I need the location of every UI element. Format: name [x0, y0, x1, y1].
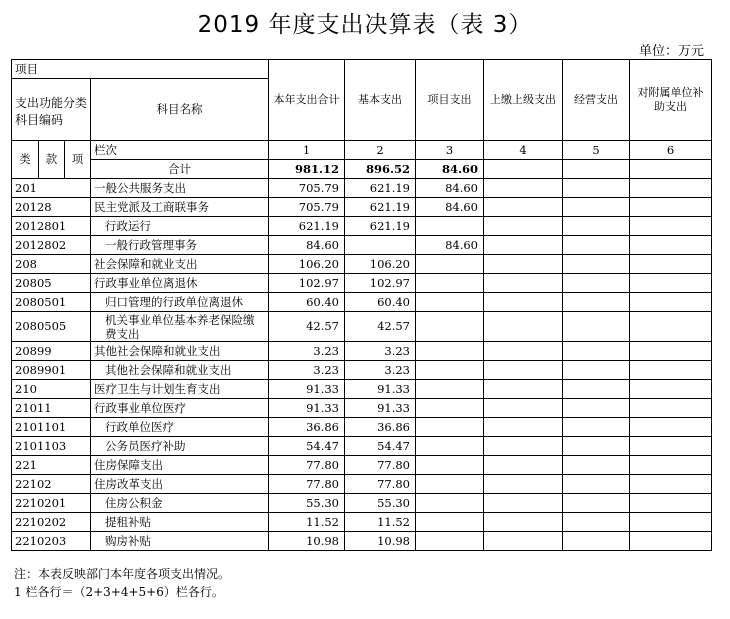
- header-lanci: 栏次: [91, 141, 269, 160]
- row-basic: 106.20: [345, 255, 416, 274]
- table-row: [12, 236, 712, 255]
- unit-label: 单位：万元: [638, 44, 704, 59]
- row-operating: [563, 437, 630, 456]
- table-row: [12, 456, 712, 475]
- row-subject-name: 住房保障支出: [91, 456, 269, 475]
- row-operating: [563, 312, 630, 342]
- row-total: 42.57: [269, 312, 345, 342]
- row-subsidiary: [630, 342, 712, 361]
- row-code: 2210203: [12, 532, 91, 551]
- row-operating: [563, 532, 630, 551]
- row-subsidiary: [630, 475, 712, 494]
- row-basic: 54.47: [345, 437, 416, 456]
- row-project: [416, 380, 484, 399]
- table-row: [12, 475, 712, 494]
- row-subsidiary: [630, 532, 712, 551]
- notes: [14, 565, 230, 601]
- row-project: [416, 418, 484, 437]
- row-upper: [484, 418, 563, 437]
- row-operating: [563, 475, 630, 494]
- row-total: 10.98: [269, 532, 345, 551]
- row-total: 91.33: [269, 380, 345, 399]
- header-kuan: 款: [39, 141, 65, 179]
- row-total: 91.33: [269, 399, 345, 418]
- row-upper: [484, 399, 563, 418]
- row-code: 2210201: [12, 494, 91, 513]
- table-row: [12, 198, 712, 217]
- row-basic: 3.23: [345, 361, 416, 380]
- row-operating: [563, 293, 630, 312]
- row-project: [416, 437, 484, 456]
- col-number: 5: [563, 141, 630, 160]
- col-header-operating: 经营支出: [563, 60, 630, 141]
- row-basic: 77.80: [345, 475, 416, 494]
- note-line: 1 栏各行＝（2+3+4+5+6）栏各行。: [14, 585, 224, 599]
- table-row: [12, 513, 712, 532]
- row-operating: [563, 456, 630, 475]
- row-code: 20128: [12, 198, 91, 217]
- row-project: 84.60: [416, 236, 484, 255]
- row-subject-name: 住房改革支出: [91, 475, 269, 494]
- row-code: 201: [12, 179, 91, 198]
- row-code: 2012801: [12, 217, 91, 236]
- table-row: [12, 274, 712, 293]
- row-basic: 621.19: [345, 179, 416, 198]
- table-row: [12, 399, 712, 418]
- row-subsidiary: [630, 513, 712, 532]
- row-project: [416, 399, 484, 418]
- row-project: 84.60: [416, 198, 484, 217]
- row-subject-name: 归口管理的行政单位离退休: [91, 293, 269, 312]
- row-subject-name: 行政单位医疗: [91, 418, 269, 437]
- row-subject-name: 行政事业单位离退休: [91, 274, 269, 293]
- row-total: 36.86: [269, 418, 345, 437]
- total-sum: 981.12: [269, 160, 345, 179]
- row-operating: [563, 513, 630, 532]
- row-upper: [484, 475, 563, 494]
- row-basic: [345, 236, 416, 255]
- header-subject-name: 科目名称: [91, 79, 269, 141]
- row-subject-name: 其他社会保障和就业支出: [91, 342, 269, 361]
- row-subsidiary: [630, 456, 712, 475]
- row-subsidiary: [630, 399, 712, 418]
- row-basic: 621.19: [345, 198, 416, 217]
- row-upper: [484, 494, 563, 513]
- table-row: [12, 255, 712, 274]
- row-subsidiary: [630, 198, 712, 217]
- row-subject-name: 一般公共服务支出: [91, 179, 269, 198]
- total-subsidiary: [630, 160, 712, 179]
- row-subject-name: 行政事业单位医疗: [91, 399, 269, 418]
- row-total: 705.79: [269, 179, 345, 198]
- row-subject-name: 社会保障和就业支出: [91, 255, 269, 274]
- table-row: [12, 437, 712, 456]
- row-subject-name: 提租补贴: [91, 513, 269, 532]
- row-project: 84.60: [416, 179, 484, 198]
- row-total: 3.23: [269, 361, 345, 380]
- table-row: [12, 418, 712, 437]
- row-subsidiary: [630, 361, 712, 380]
- col-number: 4: [484, 141, 563, 160]
- row-total: 60.40: [269, 293, 345, 312]
- row-basic: 91.33: [345, 380, 416, 399]
- total-project: 84.60: [416, 160, 484, 179]
- row-upper: [484, 198, 563, 217]
- row-subject-name: 行政运行: [91, 217, 269, 236]
- row-project: [416, 456, 484, 475]
- row-basic: 36.86: [345, 418, 416, 437]
- table-row: [12, 293, 712, 312]
- page-title: 2019 年度支出决算表（表 3）: [197, 12, 533, 38]
- row-code: 2101101: [12, 418, 91, 437]
- row-basic: 42.57: [345, 312, 416, 342]
- row-code: 2080505: [12, 312, 91, 342]
- row-upper: [484, 342, 563, 361]
- row-operating: [563, 361, 630, 380]
- row-upper: [484, 179, 563, 198]
- row-upper: [484, 312, 563, 342]
- total-basic: 896.52: [345, 160, 416, 179]
- row-upper: [484, 361, 563, 380]
- row-operating: [563, 255, 630, 274]
- row-operating: [563, 198, 630, 217]
- col-header-upper: 上缴上级支出: [484, 60, 563, 141]
- row-project: [416, 532, 484, 551]
- row-code: 2012802: [12, 236, 91, 255]
- row-basic: 621.19: [345, 217, 416, 236]
- row-basic: 3.23: [345, 342, 416, 361]
- row-code: 2089901: [12, 361, 91, 380]
- row-basic: 10.98: [345, 532, 416, 551]
- row-upper: [484, 513, 563, 532]
- row-total: 705.79: [269, 198, 345, 217]
- table-row: [12, 217, 712, 236]
- row-code: 2080501: [12, 293, 91, 312]
- table-row: [12, 532, 712, 551]
- row-upper: [484, 380, 563, 399]
- row-total: 106.20: [269, 255, 345, 274]
- row-code: 20805: [12, 274, 91, 293]
- col-header-project: 项目支出: [416, 60, 484, 141]
- row-subject-name: 民主党派及工商联事务: [91, 198, 269, 217]
- row-subject-name: 公务员医疗补助: [91, 437, 269, 456]
- row-operating: [563, 179, 630, 198]
- row-subject-name: 医疗卫生与计划生育支出: [91, 380, 269, 399]
- row-code: 208: [12, 255, 91, 274]
- row-code: 20899: [12, 342, 91, 361]
- table-row: [12, 179, 712, 198]
- row-upper: [484, 532, 563, 551]
- table-row: [12, 342, 712, 361]
- row-upper: [484, 255, 563, 274]
- row-project: [416, 312, 484, 342]
- row-upper: [484, 217, 563, 236]
- row-subsidiary: [630, 255, 712, 274]
- header-project: 项目: [12, 60, 269, 79]
- row-project: [416, 342, 484, 361]
- expenditure-table: [11, 59, 712, 551]
- row-subsidiary: [630, 293, 712, 312]
- row-project: [416, 513, 484, 532]
- row-project: [416, 255, 484, 274]
- row-total: 84.60: [269, 236, 345, 255]
- row-upper: [484, 293, 563, 312]
- col-header-subsidiary: 对附属单位补助支出: [630, 60, 712, 141]
- col-number: 3: [416, 141, 484, 160]
- row-total: 621.19: [269, 217, 345, 236]
- row-project: [416, 361, 484, 380]
- row-code: 2210202: [12, 513, 91, 532]
- row-basic: 55.30: [345, 494, 416, 513]
- row-total: 77.80: [269, 475, 345, 494]
- row-project: [416, 494, 484, 513]
- table-body: [12, 179, 712, 551]
- row-upper: [484, 456, 563, 475]
- row-subject-name: 机关事业单位基本养老保险缴费支出: [91, 312, 269, 342]
- row-total: 3.23: [269, 342, 345, 361]
- row-upper: [484, 274, 563, 293]
- table-row: [12, 312, 712, 342]
- row-basic: 77.80: [345, 456, 416, 475]
- row-project: [416, 475, 484, 494]
- row-operating: [563, 494, 630, 513]
- row-total: 102.97: [269, 274, 345, 293]
- row-subject-name: 一般行政管理事务: [91, 236, 269, 255]
- row-basic: 11.52: [345, 513, 416, 532]
- row-subsidiary: [630, 494, 712, 513]
- row-project: [416, 293, 484, 312]
- row-subsidiary: [630, 437, 712, 456]
- col-header-basic: 基本支出: [345, 60, 416, 141]
- row-total: 55.30: [269, 494, 345, 513]
- table-row: [12, 361, 712, 380]
- table-row: [12, 494, 712, 513]
- row-operating: [563, 342, 630, 361]
- total-operating: [563, 160, 630, 179]
- row-basic: 91.33: [345, 399, 416, 418]
- col-header-total: 本年支出合计: [269, 60, 345, 141]
- row-subsidiary: [630, 179, 712, 198]
- row-operating: [563, 399, 630, 418]
- total-label: 合计: [91, 160, 269, 179]
- row-code: 221: [12, 456, 91, 475]
- col-number: 6: [630, 141, 712, 160]
- total-upper: [484, 160, 563, 179]
- row-subsidiary: [630, 380, 712, 399]
- header-func-code: 支出功能分类科目编码: [12, 79, 91, 141]
- row-total: 54.47: [269, 437, 345, 456]
- row-total: 11.52: [269, 513, 345, 532]
- row-total: 77.80: [269, 456, 345, 475]
- row-subsidiary: [630, 217, 712, 236]
- row-subject-name: 住房公积金: [91, 494, 269, 513]
- row-operating: [563, 236, 630, 255]
- row-operating: [563, 274, 630, 293]
- row-code: 22102: [12, 475, 91, 494]
- row-subject-name: 购房补贴: [91, 532, 269, 551]
- col-number: 2: [345, 141, 416, 160]
- row-operating: [563, 418, 630, 437]
- row-operating: [563, 217, 630, 236]
- row-subsidiary: [630, 236, 712, 255]
- row-subsidiary: [630, 418, 712, 437]
- note-line: 注：本表反映部门本年度各项支出情况。: [14, 567, 231, 581]
- row-subsidiary: [630, 274, 712, 293]
- row-code: 2101103: [12, 437, 91, 456]
- row-upper: [484, 437, 563, 456]
- row-operating: [563, 380, 630, 399]
- row-upper: [484, 236, 563, 255]
- table-row: [12, 380, 712, 399]
- row-project: [416, 274, 484, 293]
- row-subsidiary: [630, 312, 712, 342]
- row-basic: 102.97: [345, 274, 416, 293]
- row-subject-name: 其他社会保障和就业支出: [91, 361, 269, 380]
- header-lei: 类: [12, 141, 39, 179]
- row-code: 21011: [12, 399, 91, 418]
- col-number: 1: [269, 141, 345, 160]
- header-xiang: 项: [65, 141, 91, 179]
- row-basic: 60.40: [345, 293, 416, 312]
- row-project: [416, 217, 484, 236]
- row-code: 210: [12, 380, 91, 399]
